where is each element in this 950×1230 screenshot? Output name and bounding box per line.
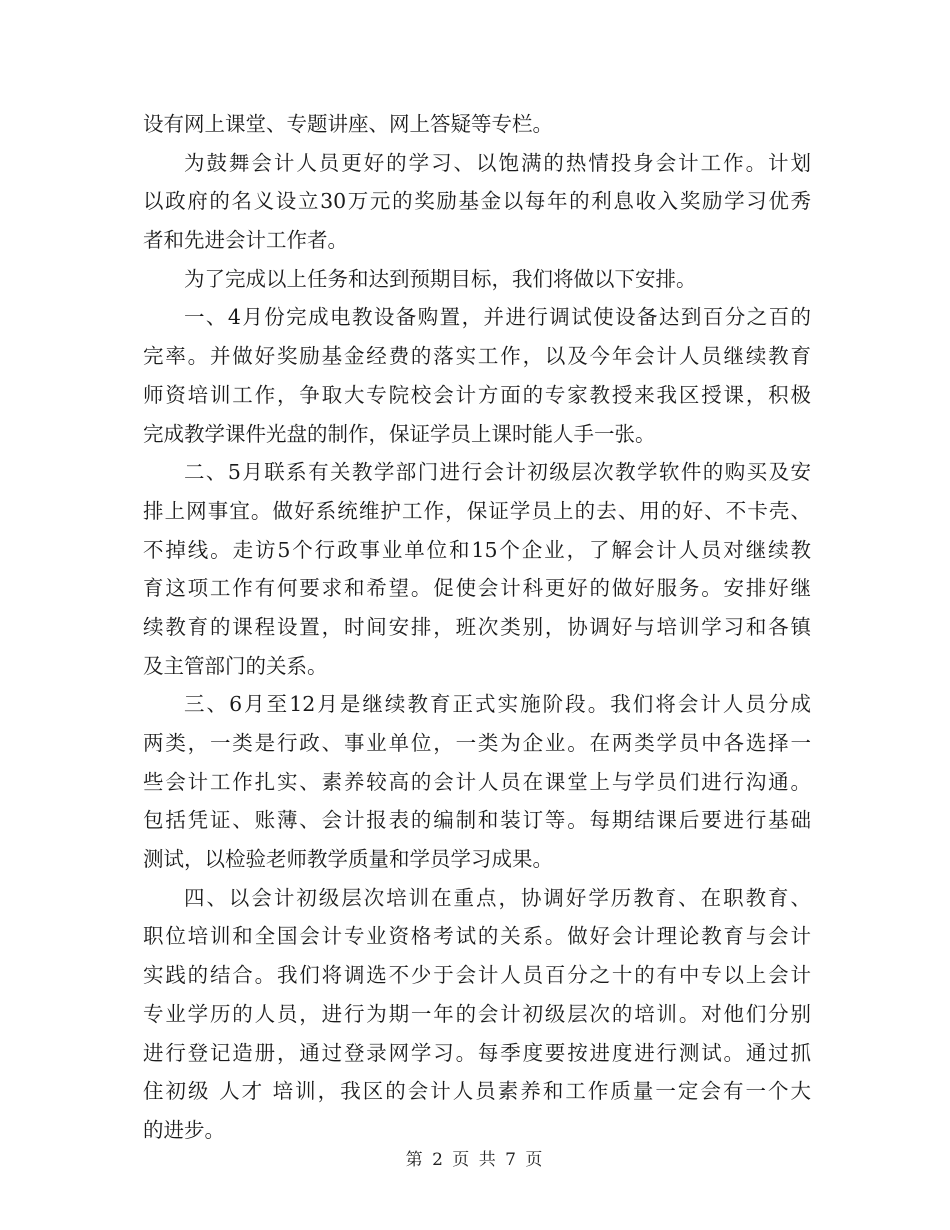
text-line: 包括凭证、账薄、会计报表的编制和装订等。每期结课后要进行基础	[143, 808, 811, 833]
text-line: 二、5月联系有关教学部门进行会计初级层次教学软件的购买及安	[184, 460, 811, 485]
text-line: 不掉线。走访5个行政事业单位和15个企业，了解会计人员对继续教	[143, 537, 811, 562]
page-number: 第 2 页 共 7 页	[405, 1150, 545, 1170]
text-line: 以政府的名义设立30万元的奖励基金以每年的利息收入奖励学习优秀	[143, 189, 811, 214]
text-line: 者和先进会计工作者。	[143, 228, 348, 253]
text-line: 住初级 人才 培训，我区的会计人员素养和工作质量一定会有一个大	[143, 1079, 811, 1104]
text-line: 一、4月份完成电教设备购置，并进行调试使设备达到百分之百的	[184, 305, 811, 330]
text-line: 育这项工作有何要求和希望。促使会计科更好的做好服务。安排好继	[143, 576, 811, 601]
text-line: 四、以会计初级层次培训在重点，协调好学历教育、在职教育、	[184, 885, 811, 910]
text-line: 职位培训和全国会计专业资格考试的关系。做好会计理论教育与会计	[143, 924, 811, 949]
text-line: 些会计工作扎实、素养较高的会计人员在课堂上与学员们进行沟通。	[143, 769, 811, 794]
paragraph	[143, 144, 811, 260]
paragraph	[143, 453, 811, 685]
text-line: 设有网上课堂、专题讲座、网上答疑等专栏。	[143, 112, 553, 136]
text-line: 进行登记造册，通过登录网学习。每季度要按进度进行测试。通过抓	[143, 1040, 811, 1065]
paragraph	[143, 260, 811, 299]
text-line: 为鼓舞会计人员更好的学习、以饱满的热情投身会计工作。计划	[184, 150, 811, 175]
paragraph	[143, 879, 811, 1150]
text-line: 两类，一类是行政、事业单位，一类为企业。在两类学员中各选择一	[143, 731, 811, 755]
text-line: 完成教学课件光盘的制作，保证学员上课时能人手一张。	[143, 421, 656, 446]
text-line: 为了完成以上任务和达到预期目标，我们将做以下安排。	[184, 266, 697, 291]
text-line: 师资培训工作，争取大专院校会计方面的专家教授来我区授课，积极	[143, 382, 811, 407]
text-line: 完率。并做好奖励基金经费的落实工作，以及今年会计人员继续教育	[143, 344, 811, 369]
text-line: 三、6月至12月是继续教育正式实施阶段。我们将会计人员分成	[184, 692, 811, 717]
text-line: 续教育的课程设置，时间安排，班次类别，协调好与培训学习和各镇	[143, 614, 811, 639]
text-line: 测试，以检验老师教学质量和学员学习成果。	[143, 847, 553, 872]
paragraph	[143, 685, 811, 878]
text-line: 排上网事宜。做好系统维护工作，保证学员上的去、用的好、不卡壳、	[143, 498, 811, 523]
text-line: 的进步。	[143, 1117, 225, 1142]
paragraph	[143, 105, 811, 144]
text-line: 专业学历的人员，进行为期一年的会计初级层次的培训。对他们分别	[143, 1001, 811, 1026]
paragraph	[143, 298, 811, 453]
text-line: 实践的结合。我们将调选不少于会计人员百分之十的有中专以上会计	[143, 963, 811, 988]
text-line: 及主管部门的关系。	[143, 653, 328, 678]
document-body	[143, 105, 811, 1150]
